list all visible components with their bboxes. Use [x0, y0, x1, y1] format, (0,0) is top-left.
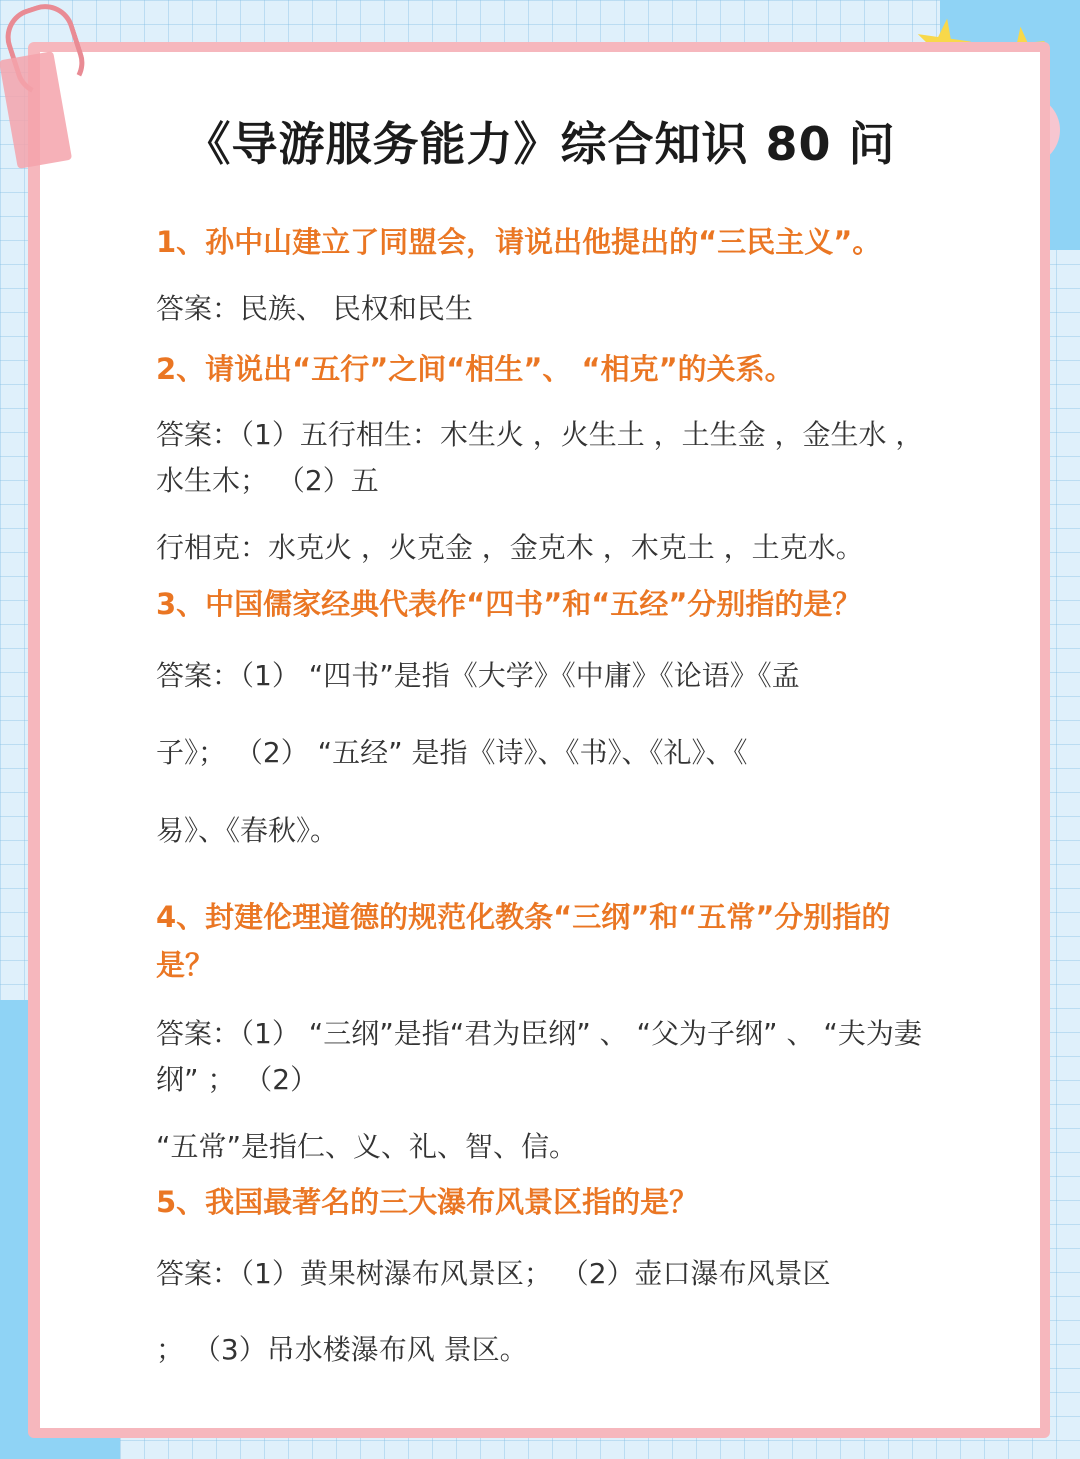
answer-4: 答案：（1） “三纲”是指“君为臣纲” 、 “父为子纲” 、 “夫为妻纲” ； （2）: [156, 1017, 922, 1096]
answer-5: 答案：（1）黄果树瀑布风景区； （2）壶口瀑布风景区: [156, 1257, 831, 1290]
question-2: 2、请说出“五行”之间“相生”、 “相克”的关系。: [156, 352, 794, 386]
answer-4-continued: “五常”是指仁、义、礼、智、信。: [156, 1130, 578, 1163]
question-5: 5、我国最著名的三大瀑布风景区指的是？: [156, 1185, 699, 1219]
answer-5-continued: ； （3）吊水楼瀑布风 景区。: [156, 1333, 528, 1366]
answer-3-end: 易》、《春秋》。: [156, 814, 339, 847]
answer-3-continued: 子》； （2） “五经” 是指《诗》、《书》、《礼》、《: [156, 736, 748, 769]
question-1: 1、孙中山建立了同盟会，请说出他提出的“三民主义”。: [156, 225, 882, 259]
page-title: 《导游服务能力》综合知识 80 问: [184, 117, 896, 171]
answer-2: 答案：（1）五行相生：木生火 ，火生土 ，土生金 ，金生水 ，水生木； （2）五: [156, 418, 924, 497]
answer-3: 答案：（1） “四书”是指《大学》《中庸》《论语》《孟: [156, 659, 800, 692]
answer-1: 答案：民族、 民权和民生: [156, 292, 473, 325]
question-3: 3、中国儒家经典代表作“四书”和“五经”分别指的是？: [156, 587, 862, 621]
question-4: 4、封建伦理道德的规范化教条“三纲”和“五常”分别指的是？: [156, 900, 891, 982]
answer-2-continued: 行相克：水克火 ，火克金 ，金克木 ，木克土 ，土克水。: [156, 531, 864, 564]
